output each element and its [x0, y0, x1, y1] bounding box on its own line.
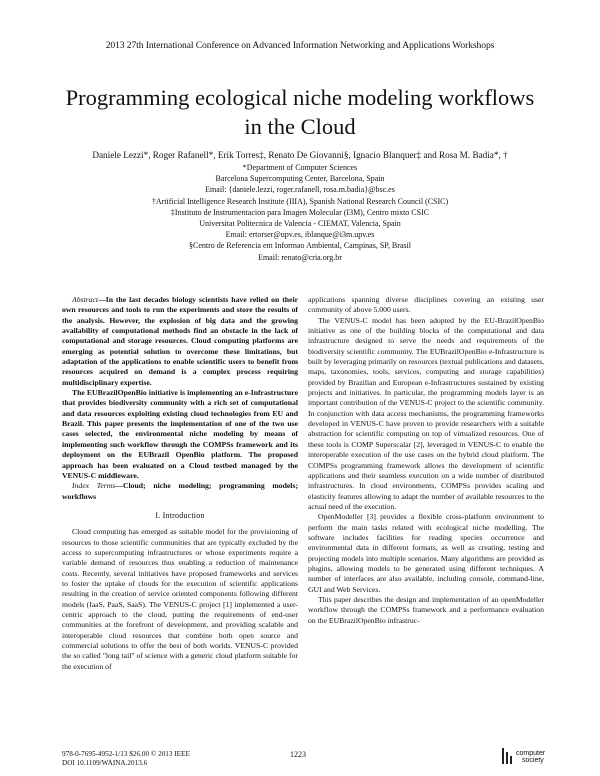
- intro-paragraph-4: This paper describes the design and implementation of an openModeller workflow through the COMPSs framework and a performance evaluation on the EUBrazilOpenBio infrastruc-: [308, 594, 544, 625]
- affiliation-line: Email: renato@cria.org.br: [258, 252, 342, 262]
- footer-doi: DOI 10.1109/WAINA.2013.6: [62, 759, 148, 767]
- logo-text-society: society: [522, 757, 544, 764]
- left-column: [62, 295, 298, 672]
- index-terms-text: —Cloud; niche modeling; programming models; workflows: [62, 481, 298, 501]
- abstract-paragraph: [62, 295, 298, 388]
- affiliation-line: Universitat Politecnica de Valencia - CIEMAT, Valencia, Spain: [199, 219, 401, 229]
- abstract-text: —In the last decades biology scientists have relied on their own resources and tools to run the experiments and store the results of the analysis. However, the explosion of big data and the growing availability of computational methods find an obstacle in the lack of computational and storage resources. Cloud computing platforms are emerging as potential solution to overcome these limitations, but adaptation of the applications to enable scientific users to benefit from resources acquired on demand is a complex process requiring multidisciplinary expertise.: [62, 295, 298, 387]
- footer-isbn: 978-0-7695-4952-1/13 $26.00 © 2013 IEEE: [62, 750, 190, 758]
- logo-text-computer: computer: [516, 750, 546, 757]
- title-line-2: in the Cloud: [244, 114, 356, 139]
- affiliation-line: Barcelona Supercomputing Center, Barcelona, Spain: [215, 174, 385, 184]
- intro-paragraph-2: The VENUS-C model has been adopted by the EU-BrazilOpenBio initiative as one of the building blocks of the computational and data infrastructure designed to serve the needs and requirements of the biodiversity scientific community. The EUBrazilOpenBio e-Infrastructure is built by leveraging primarily on resources (textual publications and datasets, maps, taxonomies, tools, services, computing and storage capabilities) provided by Brazilian and European e-Infrastructures sustained by existing projects and initiatives. In particular, the programming models layer is an important contribution of the VENUS-C project to the scientific community. In conjunction with data access mechanisms, the programming frameworks developed in VENUS-C have proven to provide researchers with a suitable abstraction for scientific computing on top of virtualized resources. One of these tools is COMP Superscalar [2], leveraged in VENUS-C to enable the interoperable execution of the use cases on the hybrid cloud platform. The COMPSs programming framework allows the development of scientific applications and their seamless execution on a wide number of distributed infrastructures. In cloud environments, COMPSs provides scaling and elasticity features allowing to adapt the number of available resources to the actual need of the execution.: [308, 315, 544, 511]
- paper-title: [0, 83, 600, 141]
- index-terms: [62, 481, 298, 502]
- intro-paragraph-1-continued: applications spanning diverse disciplines covering an existing user community of above 5.000 users.: [308, 295, 544, 315]
- intro-paragraph-3: OpenModeller [3] provides a flexible cross-platform environment to perform the main tasks related with ecological niche modelling. The software includes facilities for reading species occurrence and environmental data in different formats, as well as creating, testing and projecting models into multiple scenarios. Many algorithms are provided as plugins, allowing models to be generated using different techniques. A number of interfaces are also available, including console, command-line, GUI and Web Services.: [308, 512, 544, 594]
- index-terms-label: Index Terms: [72, 481, 116, 491]
- affiliation-line: †Artificial Intelligence Research Institute (IIIA), Spanish National Research Council (CSIC): [151, 196, 449, 206]
- abstract-paragraph-2: The EUBrazilOpenBio initiative is implementing an e-Infrastructure that provides biodiversity community with a rich set of computational and data resources exploiting existing cloud technologies from EU and Brazil. This paper presents the implementation of one of the two use cases selected, the environmental niche modeling by means of implementing such workflow through the COMPSs framework and its deployment on the EUBrazil OpenBio platform. The proposed approach has been evaluated on a Cloud testbed managed by the VENUS-C middleware.: [62, 388, 298, 480]
- right-column: [308, 295, 544, 626]
- computer-society-logo: [500, 744, 552, 770]
- footer-citation: [62, 750, 190, 768]
- affiliations: [0, 162, 600, 263]
- affiliation-line: *Department of Computer Sciences: [242, 163, 358, 172]
- author-list: Daniele Lezzi*, Roger Rafanell*, Erik Torres‡, Renato De Giovanni§, Ignacio Blanquer‡ and Rosa M. Badia*, †: [92, 150, 508, 160]
- ieee-cs-mark-icon: [500, 746, 514, 768]
- affiliation-line: Email: ertorser@upv.es, iblanque@i3m.upv.es: [225, 230, 375, 240]
- section-heading-introduction: I. Introduction: [155, 510, 205, 520]
- intro-paragraph-1: Cloud computing has emerged as suitable model for the provisioning of resources to those scientific communities that are typically excluded by the access to supercomputing infrastructures or whose experiments require a variable demand of resources thus enabling a reduction of maintenance costs. Recently, several initiatives have proposed frameworks and services to foster the uptake of clouds for the execution of scientific applications resulting in the creation of service oriented components following different models (IaaS, PaaS, SaaS). The VENUS-C project [1] implemented a user-centric approach to the cloud, putting the requirements of end-user communities at the forefront of development, and providing scalable and interoperable cloud resources that combine both open source and commercial solutions to offer the best of both worlds. VENUS-C provided the so called "long tail" of science with a generic cloud platform suitable for the execution of: [62, 527, 298, 671]
- affiliation-line: Email: {daniele.lezzi, roger.rafanell, rosa.m.badia}@bsc.es: [205, 185, 395, 195]
- conference-header: 2013 27th International Conference on Advanced Information Networking and Applications Workshops: [105, 40, 495, 51]
- abstract-label: Abstract: [72, 295, 99, 304]
- page-number: 1223: [290, 750, 306, 759]
- title-line-1: Programming ecological niche modeling workflows: [65, 85, 535, 110]
- affiliation-line: §Centro de Referencia em Informao Ambiental, Campinas, SP, Brasil: [189, 241, 411, 251]
- affiliation-line: ‡Instituto de Instrumentacion para Imagen Molecular (I3M), Centro mixto CSIC: [170, 207, 430, 217]
